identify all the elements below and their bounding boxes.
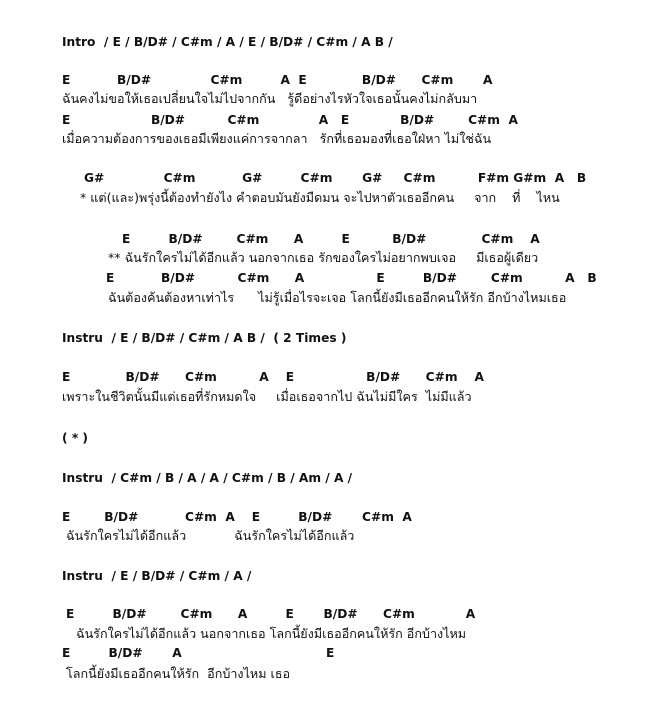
verse1-chord-line-2: E B/D# C#m A E B/D# C#m A <box>62 113 518 127</box>
repeat-marker: ( * ) <box>62 431 88 445</box>
intro-chord-line: Intro / E / B/D# / C#m / A / E / B/D# / C#m / A B / <box>62 35 393 49</box>
verse2-lyric-line: เพราะในชีวิตนั้นมีแต่เธอที่รักหมดใจ เมื่อเธอจากไป ฉันไม่มีใคร ไม่มีแล้ว <box>62 389 472 404</box>
outro-chord-line-1: E B/D# C#m A E B/D# C#m A <box>66 607 476 621</box>
prechorus-lyric-line: * แต่(และ)พรุ่งนี้ต้องทำยังไง คำตอบมันยังมืดมน จะไปหาตัวเธออีกคน จาก ที่ ไหน <box>80 190 560 205</box>
instru-chord-line-2: Instru / C#m / B / A / A / C#m / B / Am / A / <box>62 471 353 485</box>
outro-lyric-line-2: โลกนี้ยังมีเธออีกคนให้รัก อีกบ้างไหม เธอ <box>66 666 291 681</box>
chorus-lyric-line-2: ฉันต้องค้นต้องหาเท่าไร ไม่รู้เมื่อไรจะเจอ โลกนี้ยังมีเธออีกคนให้รัก อีกบ้างไหมเธอ <box>108 290 567 305</box>
chorus-chord-line-2: E B/D# C#m A E B/D# C#m A B <box>106 271 597 285</box>
verse1-lyric-line-1: ฉันคงไม่ขอให้เธอเปลี่ยนใจไม่ไปจากกัน รู้ดีอย่างไรหัวใจเธอนั้นคงไม่กลับมา <box>62 91 478 106</box>
chorus-chord-line-1: E B/D# C#m A E B/D# C#m A <box>122 232 540 246</box>
instru-chord-line-1: Instru / E / B/D# / C#m / A B / ( 2 Times ) <box>62 331 347 345</box>
outro-chord-line-2: E B/D# A E <box>62 646 335 660</box>
outro-lyric-line-1: ฉันรักใครไม่ได้อีกแล้ว นอกจากเธอ โลกนี้ยังมีเธออีกคนให้รัก อีกบ้างไหม <box>76 626 467 641</box>
prechorus-chord-line: G# C#m G# C#m G# C#m F#m G#m A B <box>84 171 587 185</box>
verse2-chord-line: E B/D# C#m A E B/D# C#m A <box>62 370 484 384</box>
verse1-lyric-line-2: เมื่อความต้องการของเธอมีเพียงแค่การจากลา รักที่เธอมองที่เธอใฝ่หา ไม่ใช่ฉัน <box>62 131 492 146</box>
bridge-chord-line: E B/D# C#m A E B/D# C#m A <box>62 510 412 524</box>
chorus-lyric-line-1: ** ฉันรักใครไม่ได้อีกแล้ว นอกจากเธอ รักของใครไม่อยากพบเจอ มีเธอผู้เดียว <box>108 250 539 265</box>
verse1-chord-line-1: E B/D# C#m A E B/D# C#m A <box>62 73 493 87</box>
bridge-lyric-line: ฉันรักใครไม่ได้อีกแล้ว ฉันรักใครไม่ได้อีกแล้ว <box>66 528 355 543</box>
instru-chord-line-3: Instru / E / B/D# / C#m / A / <box>62 569 252 583</box>
